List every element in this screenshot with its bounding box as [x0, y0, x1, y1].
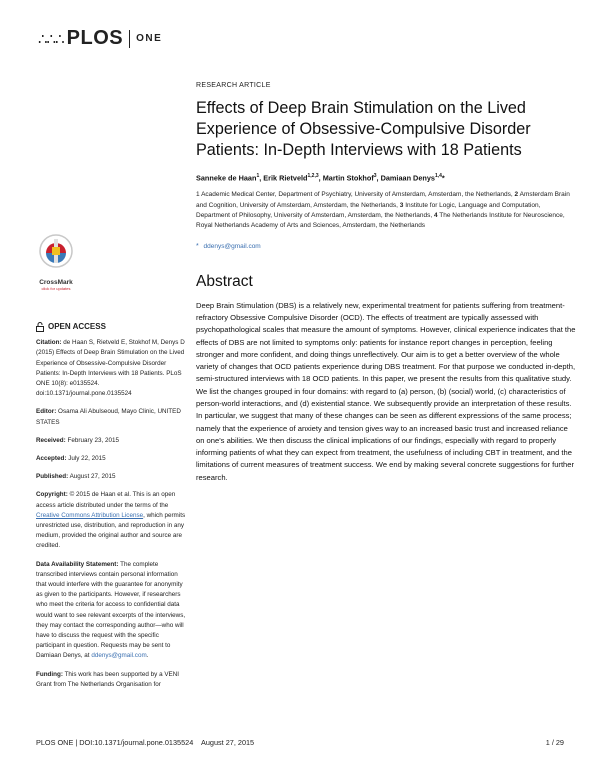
article-main: [196, 82, 576, 484]
author-name[interactable]: Damiaan Denys: [380, 173, 435, 183]
received-text: February 23, 2015: [67, 436, 119, 444]
data-availability-end: .: [146, 652, 149, 660]
plos-logo: [38, 27, 162, 50]
author-affil-sup: 1,2,3: [307, 173, 319, 179]
citation-label: Citation:: [36, 339, 62, 347]
copyright-text-1: © 2015 de Haan et al. This is an open access article distributed under the terms of the: [36, 491, 176, 509]
funding-block: [36, 670, 188, 690]
author-name[interactable]: Erik Rietveld: [263, 173, 308, 183]
affil-text: Amsterdam Brain and Cognition, University of Amsterdam, Amsterdam, the Netherlands,: [196, 191, 570, 209]
author-affil-sup: 3: [373, 173, 377, 179]
author-list: Sanneke de Haan$^1$, Erik Rietveld$^{1,2,3}$, Martin Stokhof$^3$, Damiaan Denys$^{1,4}$*: [196, 173, 445, 183]
logo-dots-icon: ∴∴∴: [38, 30, 64, 48]
logo-separator: [129, 30, 130, 48]
data-availability-block: [36, 560, 188, 662]
footer-citation: PLOS ONE | DOI:10.1371/journal.pone.0135524 August 27, 2015: [36, 738, 255, 747]
corresponding-email[interactable]: [196, 243, 576, 250]
page-number: 1 / 29: [545, 738, 564, 747]
data-availability-label: Data Availability Statement:: [36, 560, 119, 568]
affil-text: Academic Medical Center, Department of Psychiatry, University of Amsterdam, Amsterdam, the Netherlands,: [201, 191, 513, 199]
affil-text: The Netherlands Institute for Neuroscience, Royal Netherlands Academy of Arts and Sciences, Amsterdam, the Netherlands: [196, 212, 565, 230]
published-text: August 27, 2015: [69, 473, 116, 481]
copyright-text-2: , which permits unrestricted use, distribution, and reproduction in any medium, provided the original author and source are credited.: [36, 511, 186, 550]
published-label: Published:: [36, 473, 69, 481]
author-affil-sup: 1,4: [434, 173, 442, 179]
citation-block: [36, 338, 188, 399]
license-link[interactable]: Creative Commons Attribution License: [36, 511, 144, 519]
email-star: *: [196, 242, 199, 250]
data-email-link[interactable]: ddenys@gmail.com: [91, 652, 147, 660]
article-type: RESEARCH ARTICLE: [196, 82, 271, 89]
abstract-heading: Abstract: [196, 272, 253, 290]
crossmark-icon: [38, 233, 74, 273]
funding-label: Funding:: [36, 670, 63, 678]
accepted-label: Accepted:: [36, 455, 67, 463]
email-link[interactable]: ddenys@gmail.com: [203, 242, 261, 250]
open-lock-icon: [36, 322, 44, 332]
corresponding-mark: *: [441, 173, 445, 183]
logo-brand: PLOS: [66, 27, 124, 49]
abstract-text: Deep Brain Stimulation (DBS) is a relatively new, experimental treatment for patients suffering from treatment-refractory Obsessive Compulsive Disorder (OCD). The effects of treatment are typically assessed with psychopathological scales that measure the amount of symptoms. However, clinical experience indicates that the effects of DBS are not limited to symptoms only: patients for instance report changes in perception, feeling stronger and more confident, and doing things unreflectively. Our aim is to get a better overview of the whole variety of changes that OCD patients experience during DBS treatment. For that purpose we conducted in-depth, semi-structured interviews with 18 OCD patients. In this paper, we present the results from this qualitative study. We list the changes grouped in four domains: with regard to (a) person, (b) (social) world, (c) characteristics of person-world interactions, and (d) existential stance. We subsequently provide an interpretation of these results. In particular, we suggest that many of these changes can be seen as different expressions of the same process; namely that the experience of anxiety and tension gives way to an increased basic trust and increased reliance on one's abilities. We then discuss the clinical implications of our findings, especially with regard to properly informing patients of what they can expect from treatment, the usefulness of including CBT in treatment, and the limitations of current measures of treatment success. We end by making several concrete suggestions for further research.: [196, 300, 576, 482]
author-name[interactable]: Martin Stokhof: [322, 173, 374, 183]
citation-text: de Haan S, Rietveld E, Stokhof M, Denys D (2015) Effects of Deep Brain Stimulation on the Lived Experience of Obsessive-Compulsive Disorder Patients: In-Depth Interviews with 18 Patients. PLoS ONE 10(8): e0135524. doi:10.1371/journal.pone.0135524: [36, 339, 185, 398]
accepted-text: July 22, 2015: [68, 455, 106, 463]
crossmark-label: CrossMark: [39, 279, 73, 286]
affil-number: 2: [514, 191, 519, 199]
affil-number: 3: [399, 201, 404, 209]
affil-number: 1: [196, 191, 200, 199]
open-access-label: OPEN ACCESS: [48, 322, 106, 331]
data-availability-text: The complete transcribed interviews contain personal information that would interfere with the guarantee for anonymity as given to the participants. However, if researchers who meet the criteria for access to confidential data would want to see relevant excerpts of the interviews, they may contact the corresponding author—who will have to discuss the request with the specific participant in question. Requests may be sent to Damiaan Denys, at: [36, 560, 186, 660]
affil-number: 4: [433, 212, 438, 220]
affiliations: [196, 190, 576, 231]
crossmark-badge[interactable]: [36, 233, 76, 291]
accepted-block: [36, 454, 188, 464]
logo-journal: ONE: [136, 33, 163, 44]
author-affil-sup: 1: [256, 173, 260, 179]
funding-text: This work has been supported by a VENI Grant from The Netherlands Organisation for: [36, 670, 180, 688]
article-title: Effects of Deep Brain Stimulation on the Lived Experience of Obsessive-Compulsive Disorder Patients: In-Depth Interviews with 18 Patients: [196, 99, 531, 159]
editor-block: [36, 407, 188, 427]
published-block: [36, 472, 188, 482]
author-name[interactable]: Sanneke de Haan: [196, 173, 257, 183]
crossmark-sub: click for updates: [41, 286, 71, 291]
editor-label: Editor:: [36, 408, 57, 416]
copyright-label: Copyright:: [36, 491, 68, 499]
editor-text: Osama Ali Abulseoud, Mayo Clinic, UNITED STATES: [36, 408, 181, 426]
copyright-block: [36, 490, 188, 551]
article-info-sidebar: [36, 322, 188, 698]
received-label: Received:: [36, 436, 66, 444]
affil-text: Institute for Logic, Language and Computation, Department of Philosophy, University of Amsterdam, Amsterdam, the Netherlands,: [196, 201, 541, 220]
page-footer: [36, 738, 564, 747]
received-block: [36, 436, 188, 446]
open-access-badge: [36, 322, 188, 332]
